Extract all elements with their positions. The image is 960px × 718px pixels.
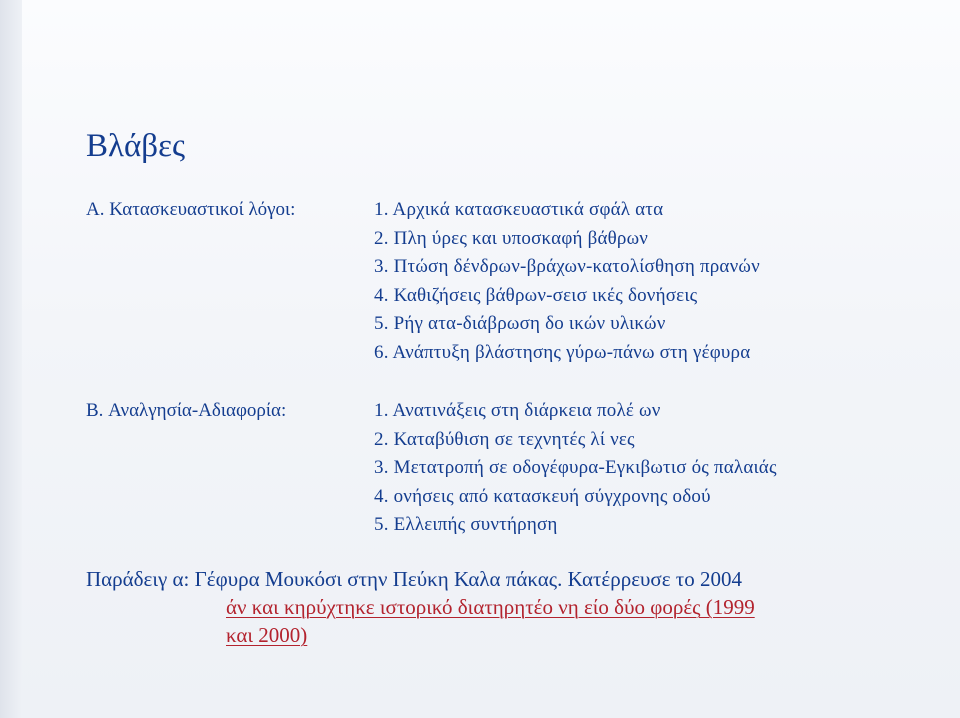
section-b-item: 5. Ελλειπής συντήρηση xyxy=(374,514,558,535)
section-a-list xyxy=(374,196,760,367)
section-b-label: B. Αναλγησία-Αδιαφορία: xyxy=(86,400,287,421)
slide-left-band xyxy=(0,0,22,718)
section-a-item: 5. Ρήγ ατα-διάβρωση δο ικών υλικών xyxy=(374,313,666,334)
section-b-item: 3. Μετατροπή σε οδογέφυρα-Εγκιβωτισ ός παλαιάς xyxy=(374,457,777,478)
section-b-item: 4. ονήσεις από κατασκευή σύγχρονης οδού xyxy=(374,485,711,507)
example-continuation xyxy=(226,593,926,649)
example-label: Παράδειγ α: xyxy=(86,567,190,591)
example-text-line-3: και 2000) xyxy=(226,623,308,647)
example-text-line-2: άν και κηρύχτηκε ιστορικό διατηρητέο νη είο δύο φορές (1999 xyxy=(226,595,755,619)
example-text-line-1: Γέφυρα Μουκόσι στην Πεύκη Καλα πάκας. Κατέρρευσε το 2004 xyxy=(194,567,742,591)
section-a-item: 1. Αρχικά κατασκευαστικά σφάλ ατα xyxy=(374,199,664,220)
section-a-item: 2. Πλη ύρες και υποσκαφή βάθρων xyxy=(374,227,649,249)
slide-title: Βλάβες xyxy=(86,128,186,164)
section-a-item: 6. Ανάπτυξη βλάστησης γύρω-πάνω στη γέφυρα xyxy=(374,341,751,363)
section-a-item: 4. Καθιζήσεις βάθρων-σεισ ικές δονήσεις xyxy=(374,284,698,306)
example-paragraph xyxy=(86,565,936,649)
section-b-item: 1. Ανατινάξεις στη διάρκεια πολέ ων xyxy=(374,400,661,421)
section-b-item: 2. Καταβύθιση σε τεχνητές λί νες xyxy=(374,428,635,450)
section-b-list xyxy=(374,397,777,540)
section-a-item: 3. Πτώση δένδρων-βράχων-κατολίσθηση πρανών xyxy=(374,256,760,277)
section-a-label: A. Κατασκευαστικοί λόγοι: xyxy=(86,199,296,220)
example-line-1 xyxy=(86,565,936,593)
